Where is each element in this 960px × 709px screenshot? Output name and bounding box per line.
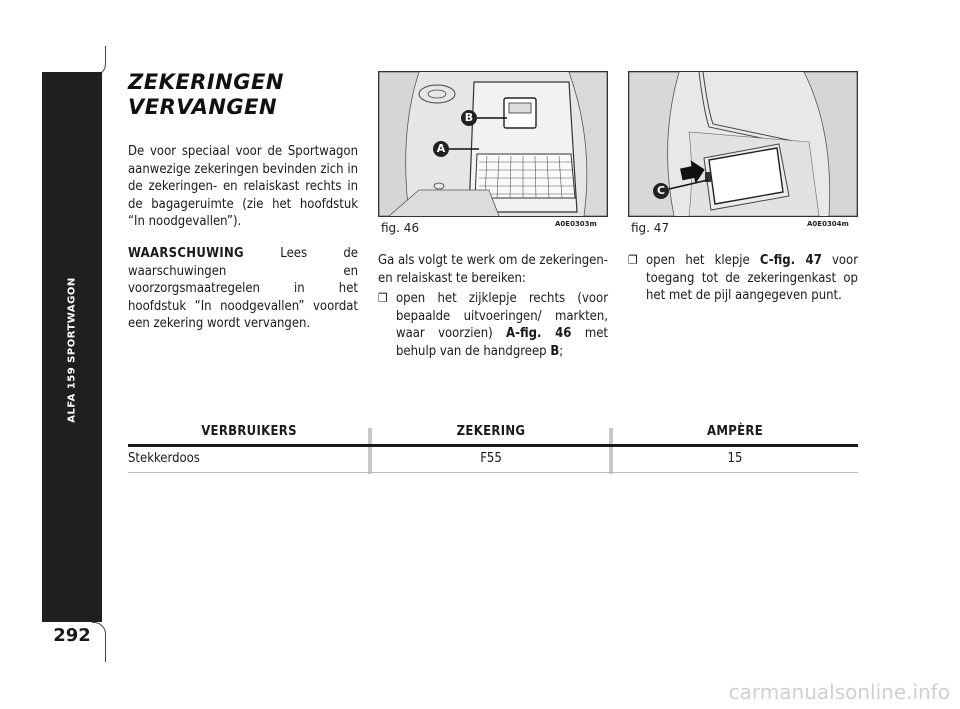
column2-ref-fig46: A-fig. 46	[506, 326, 572, 341]
figure-46-code: A0E0303m	[555, 220, 597, 228]
table-row	[128, 447, 858, 473]
column2-text	[378, 252, 608, 360]
table-header-row	[128, 420, 858, 447]
figure-46-label-b: B	[464, 111, 474, 124]
warning-paragraph	[128, 245, 358, 333]
section-title	[128, 70, 358, 120]
page-number: 292	[53, 625, 91, 646]
column2-bullet-text	[396, 290, 608, 360]
sidebar-model-label: ALFA 159 SPORTWAGON	[66, 277, 78, 423]
figure-46	[378, 71, 608, 217]
column2-intro: Ga als volgt te werk om de zekeringen- en relaiskast te bereiken:	[378, 253, 608, 286]
intro-paragraph: De voor speciaal voor de Sportwagon aanwezige zekeringen bevinden zich in de zekeringen- en relaiskast rechts in de bagageruimte (zie het hoofdstuk “In noodgevallen”).	[128, 144, 358, 229]
table-header-consumers: VERBRUIKERS	[201, 424, 297, 439]
table-cell-consumer: Stekkerdoos	[128, 451, 200, 466]
checkbox-bullet-icon: ❐	[378, 291, 388, 305]
section-title-line2: VERVANGEN	[128, 95, 278, 119]
section-title-line1: ZEKERINGEN	[128, 70, 284, 94]
column3-bullet-text	[646, 252, 858, 305]
column2-ref-b: B	[550, 343, 560, 359]
figure-47-label-c: C	[656, 184, 666, 197]
table-cell-fuse: F55	[480, 451, 502, 466]
watermark: carmanualsonline.info	[728, 680, 950, 704]
column3-bullet	[628, 252, 858, 305]
figure-47	[628, 71, 858, 217]
column2-bullet-post: ;	[559, 343, 564, 359]
column3-ref-fig47: C-fig. 47	[759, 253, 822, 268]
table-header-fuse: ZEKERING	[456, 424, 526, 439]
figure-47-caption: fig. 47	[631, 221, 670, 235]
column2-bullet	[378, 290, 608, 360]
table-header-ampere: AMPÈRE	[706, 424, 764, 439]
column2-bullet-mid: met behulp van de handgreep	[396, 326, 608, 359]
column3-bullet-pre: open het klepje	[646, 253, 760, 268]
warning-label: WAARSCHUWING	[128, 246, 244, 261]
fuse-table	[128, 420, 858, 473]
warning-text: Lees de waarschuwingen en voorzorgsmaatregelen in het hoofdstuk “In noodgevallen” voordat een zekering wordt vervangen.	[128, 246, 358, 331]
table-cell-ampere: 15	[727, 451, 743, 466]
figure-47-code: A0E0304m	[807, 220, 849, 228]
figure-46-label-a: A	[436, 142, 446, 155]
column3-text	[628, 252, 858, 305]
figure-46-illustration	[379, 72, 607, 216]
column3-bullet-post: voor toegang tot de zekeringenkast op het met de pijl aangegeven punt.	[646, 253, 858, 303]
checkbox-bullet-icon: ❐	[628, 253, 638, 267]
figure-46-caption: fig. 46	[381, 221, 420, 235]
column2-bullet-pre: open het zijklepje rechts (voor bepaalde uitvoeringen/ markten, waar voorzien)	[396, 291, 608, 341]
